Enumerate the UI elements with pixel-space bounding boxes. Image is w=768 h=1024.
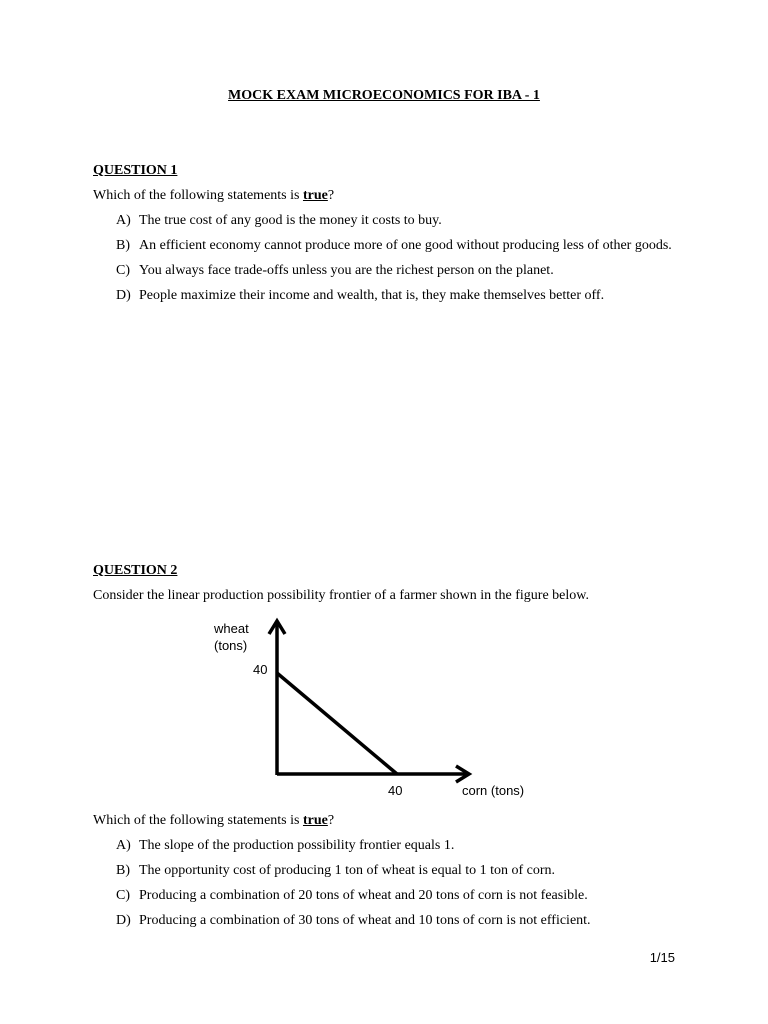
y-tick-label: 40	[253, 662, 268, 677]
option-b	[116, 862, 716, 887]
option-text: The opportunity cost of producing 1 ton of wheat is equal to 1 ton of corn.	[139, 863, 556, 878]
option-text: Producing a combination of 20 tons of wheat and 20 tons of corn is not feasible.	[139, 888, 588, 903]
option-text: The slope of the production possibility frontier equals 1.	[139, 838, 455, 853]
option-letter: C)	[116, 263, 130, 278]
ppf-line	[277, 673, 397, 774]
option-letter: D)	[116, 913, 131, 928]
y-axis-label-line1: wheat	[214, 621, 249, 636]
x-axis-label: corn (tons)	[462, 783, 525, 798]
option-letter: A)	[116, 838, 131, 853]
option-letter: B)	[116, 238, 130, 253]
page-title: MOCK EXAM MICROECONOMICS FOR IBA - 1	[228, 88, 540, 103]
x-tick-label: 40	[388, 783, 403, 798]
page-number: 1/15	[649, 950, 675, 965]
stem-emphasis: true	[302, 813, 328, 828]
stem-prefix: Which of the following statements is	[93, 188, 303, 203]
y-axis-label-line2: (tons)	[214, 638, 248, 653]
option-text: An efficient economy cannot produce more of one good without producing less of other goods.	[139, 238, 672, 253]
stem-suffix: ?	[327, 813, 335, 828]
ppf-diagram	[200, 612, 550, 807]
stem-suffix: ?	[327, 188, 335, 203]
option-letter: D)	[116, 288, 131, 303]
option-text: Producing a combination of 30 tons of wheat and 10 tons of corn is not efficient.	[139, 913, 591, 928]
stem-prefix: Which of the following statements is	[93, 813, 303, 828]
option-text: The true cost of any good is the money it costs to buy.	[139, 213, 442, 228]
option-c	[116, 262, 716, 287]
question-2-heading: QUESTION 2	[93, 563, 178, 578]
option-b	[116, 237, 716, 262]
option-a	[116, 837, 716, 862]
option-text: People maximize their income and wealth, that is, they make themselves better off.	[139, 288, 605, 303]
option-letter: C)	[116, 888, 130, 903]
ppf-figure	[200, 612, 550, 807]
question-1-heading: QUESTION 1	[93, 163, 178, 178]
question-2-stem	[93, 812, 334, 830]
stem-emphasis: true	[302, 188, 328, 203]
option-letter: A)	[116, 213, 131, 228]
question-1-stem	[93, 187, 334, 205]
option-letter: B)	[116, 863, 130, 878]
option-a	[116, 212, 716, 237]
option-c	[116, 887, 716, 912]
option-d	[116, 287, 716, 312]
option-text: You always face trade-offs unless you are the richest person on the planet.	[139, 263, 554, 278]
question-2-intro: Consider the linear production possibility frontier of a farmer shown in the figure below.	[93, 588, 589, 603]
question-2-options	[116, 837, 716, 937]
question-1-options	[116, 212, 716, 312]
option-d	[116, 912, 716, 937]
